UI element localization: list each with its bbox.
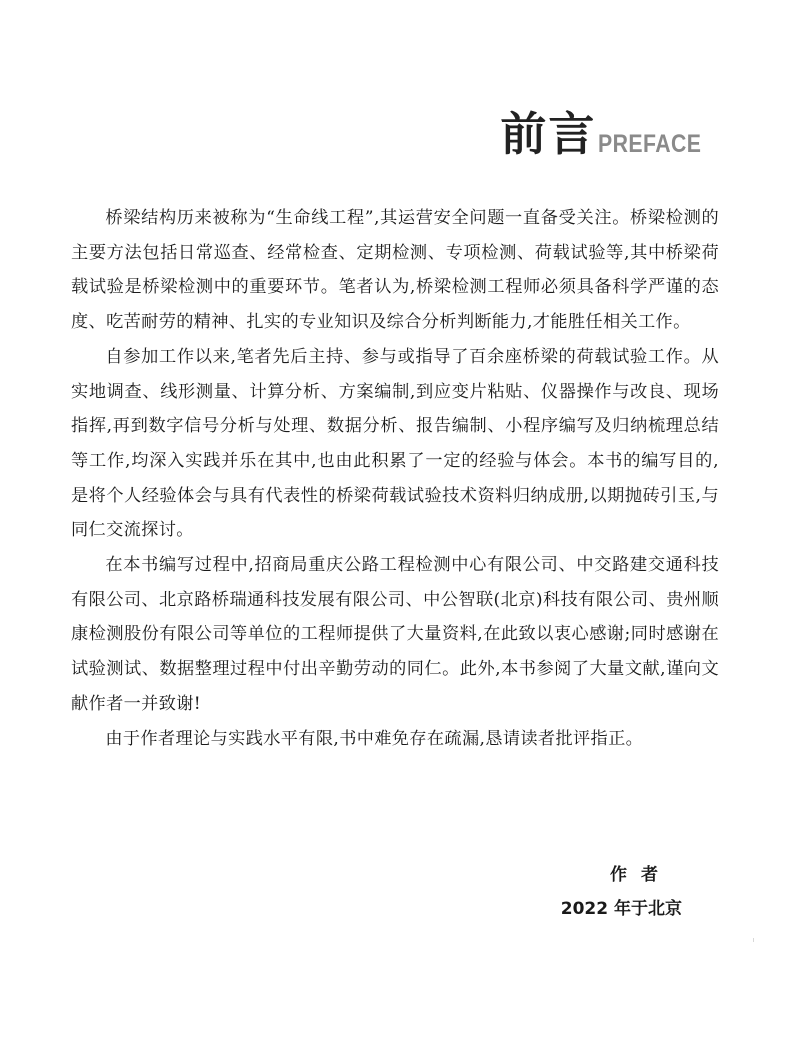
signature-block xyxy=(561,860,682,926)
title-english: PREFACE xyxy=(598,130,702,158)
paragraph-3: 在本书编写过程中,招商局重庆公路工程检测中心有限公司、中交路建交通科技有限公司、北京路桥瑞通科技发展有限公司、中公智联(北京)科技有限公司、贵州顺康检测股份有限公司等单位的工程师提供了大量资料,在此致以衷心感谢;同时感谢在试验测试、数据整理过程中付出辛勤劳动的同仁。此外,本书参阅了大量文献,谨向文献作者一并致谢! xyxy=(71,555,719,714)
paragraph-1: 桥梁结构历来被称为“生命线工程”,其运营安全问题一直备受关注。桥梁检测的主要方法包括日常巡查、经常检查、定期检测、专项检测、荷载试验等,其中桥梁荷载试验是桥梁检测中的重要环节。笔者认为,桥梁检测工程师必须具备科学严谨的态度、吃苦耐劳的精神、扎实的专业知识及综合分析判断能力,才能胜任相关工作。 xyxy=(71,208,719,333)
preface-header xyxy=(500,106,720,162)
title-chinese: 前言 xyxy=(500,107,597,161)
preface-body xyxy=(71,201,719,756)
signature-author: 作者 xyxy=(610,865,672,885)
scan-mark xyxy=(753,938,754,942)
paragraph-2: 自参加工作以来,笔者先后主持、参与或指导了百余座桥梁的荷载试验工作。从实地调查、线形测量、计算分析、方案编制,到应变片粘贴、仪器操作与改良、现场指挥,再到数字信号分析与处理、数据分析、报告编制、小程序编写及归纳梳理总结等工作,均深入实践并乐在其中,也由此积累了一定的经验与体会。本书的编写目的,是将个人经验体会与具有代表性的桥梁荷载试验技术资料归纳成册,以期抛砖引玉,与同仁交流探讨。 xyxy=(71,346,719,541)
signature-date-place: 2022 年于北京 xyxy=(560,899,682,919)
paragraph-4: 由于作者理论与实践水平有限,书中难免存在疏漏,恳请读者批评指正。 xyxy=(105,728,644,749)
